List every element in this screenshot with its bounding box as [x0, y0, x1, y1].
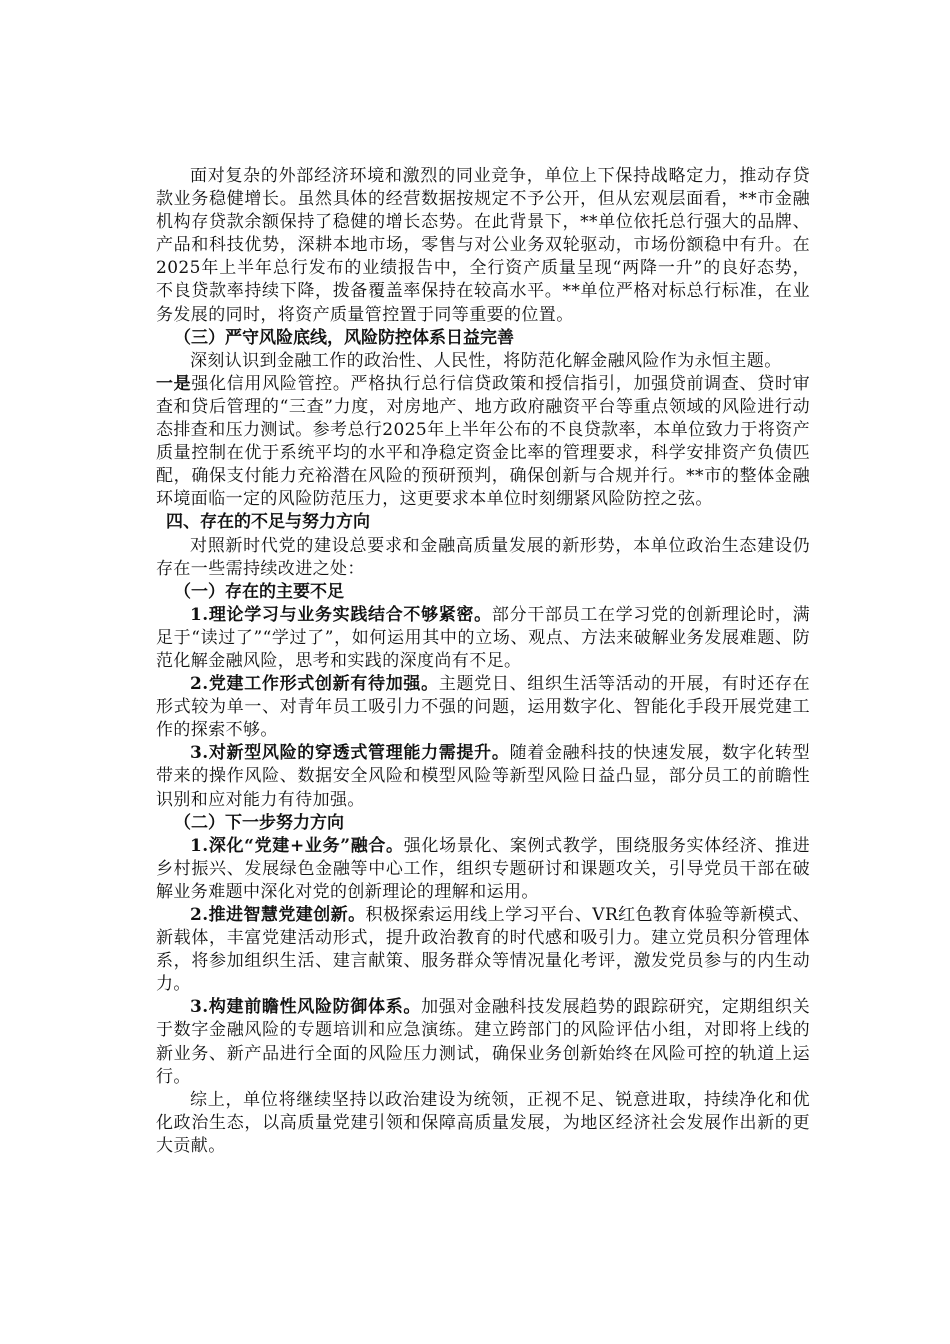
paragraph-risk-detail	[156, 373, 810, 512]
shortcoming-item-3	[156, 742, 810, 811]
paragraph-section-4-intro: 对照新时代党的建设总要求和金融高质量发展的新形势，本单位政治生态建设仍存在一些需持续改进之处：	[156, 535, 810, 579]
risk-point-text: 强化信用风险管控。严格执行总行信贷政策和授信指引，加强贷前调查、贷时审查和贷后管理的“三查”力度，对房地产、地方政府融资平台等重点领域的风险进行动态排查和压力测试。参考总行2025年上半年公布的不良贷款率，本单位致力于将资产质量控制在优于系统平均的水平和净稳定资金比率的管理要求，科学安排资产负债匹配，确保支付能力充裕潜在风险的预研预判，确保创新与合规并行。**市的整体金融环境面临一定的风险防范压力，这更要求本单位时刻绷紧风险防控之弦。	[156, 373, 810, 510]
direction-item-2-title: 2.推进智慧党建创新。	[190, 905, 366, 925]
shortcoming-item-2-title: 2.党建工作形式创新有待加强。	[190, 674, 439, 695]
shortcoming-item-1-text: 部分干部员工在学习党的创新理论时，满足于“读过了”“学过了”，如何运用其中的立场、观点、方法来破解业务发展难题、防范化解金融风险，思考和实践的深度尚有不足。	[156, 604, 810, 671]
paragraph-business-growth: 面对复杂的外部经济环境和激烈的同业竞争，单位上下保持战略定力，推动存贷款业务稳健增长。虽然具体的经营数据按规定不予公开，但从宏观层面看，**市金融机构存贷款余额保持了稳健的增长态势。在此背景下，**单位依托总行强大的品牌、产品和科技优势，深耕本地市场，零售与对公业务双轮驱动，市场份额稳中有升。在2025年上半年总行发布的业绩报告中，全行资产质量呈现“两降一升”的良好态势，不良贷款率持续下降，拨备覆盖率保持在较高水平。**单位严格对标总行标准，在业务发展的同时，将资产质量管控置于同等重要的位置。	[156, 166, 810, 325]
risk-point-label: 一是	[156, 373, 192, 394]
heading-risk-control: （三）严守风险底线，风险防控体系日益完善	[174, 327, 514, 348]
heading-next-steps: （二）下一步努力方向	[174, 812, 344, 833]
direction-item-1-title: 1.深化“党建+业务”融合。	[190, 835, 404, 856]
shortcoming-item-1	[156, 604, 810, 673]
direction-item-3-title: 3.构建前瞻性风险防御体系。	[190, 997, 422, 1018]
direction-item-3	[156, 996, 810, 1088]
direction-item-1	[156, 835, 810, 904]
direction-item-2	[156, 904, 810, 996]
direction-item-2-text: 积极探索运用线上学习平台、VR红色教育体验等新模式、新载体，丰富党建活动形式，提升政治教育的时代感和吸引力。建立党员积分管理体系，将参加组织生活、建言献策、服务群众等情况量化考评，激发党员参与的内生动力。	[156, 905, 810, 995]
section-4-title: 四、存在的不足与努力方向	[166, 512, 370, 533]
direction-item-3-text: 加强对金融科技发展趋势的跟踪研究，定期组织关于数字金融风险的专题培训和应急演练。建立跨部门的风险评估小组，对即将上线的新业务、新产品进行全面的风险压力测试，确保业务创新始终在风险可控的轨道上运行。	[156, 997, 810, 1087]
shortcoming-item-3-title: 3.对新型风险的穿透式管理能力需提升。	[190, 743, 510, 764]
document-page	[156, 165, 810, 1158]
shortcoming-item-1-title: 1.理论学习与业务实践结合不够紧密。	[190, 604, 492, 625]
paragraph-conclusion: 综上，单位将继续坚持以政治建设为统领，正视不足、锐意进取，持续净化和优化政治生态，以高质量党建引领和保障高质量发展，为地区经济社会发展作出新的更大贡献。	[156, 1089, 810, 1156]
direction-item-1-text: 强化场景化、案例式教学，围绕服务实体经济、推进乡村振兴、发展绿色金融等中心工作，组织专题研讨和课题攻关，引导党员干部在破解业务难题中深化对党的创新理论的理解和运用。	[156, 835, 810, 902]
shortcoming-item-2-text: 主题党日、组织生活等活动的开展，有时还存在形式较为单一、对青年员工吸引力不强的问题，运用数字化、智能化手段开展党建工作的探索不够。	[156, 674, 811, 741]
heading-main-shortcomings: （一）存在的主要不足	[174, 581, 344, 602]
paragraph-risk-lead: 深刻认识到金融工作的政治性、人民性，将防范化解金融风险作为永恒主题。	[190, 350, 782, 371]
shortcoming-item-3-text: 随着金融科技的快速发展，数字化转型带来的操作风险、数据安全风险和模型风险等新型风险日益凸显，部分员工的前瞻性识别和应对能力有待加强。	[156, 743, 810, 810]
shortcoming-item-2	[156, 673, 810, 742]
